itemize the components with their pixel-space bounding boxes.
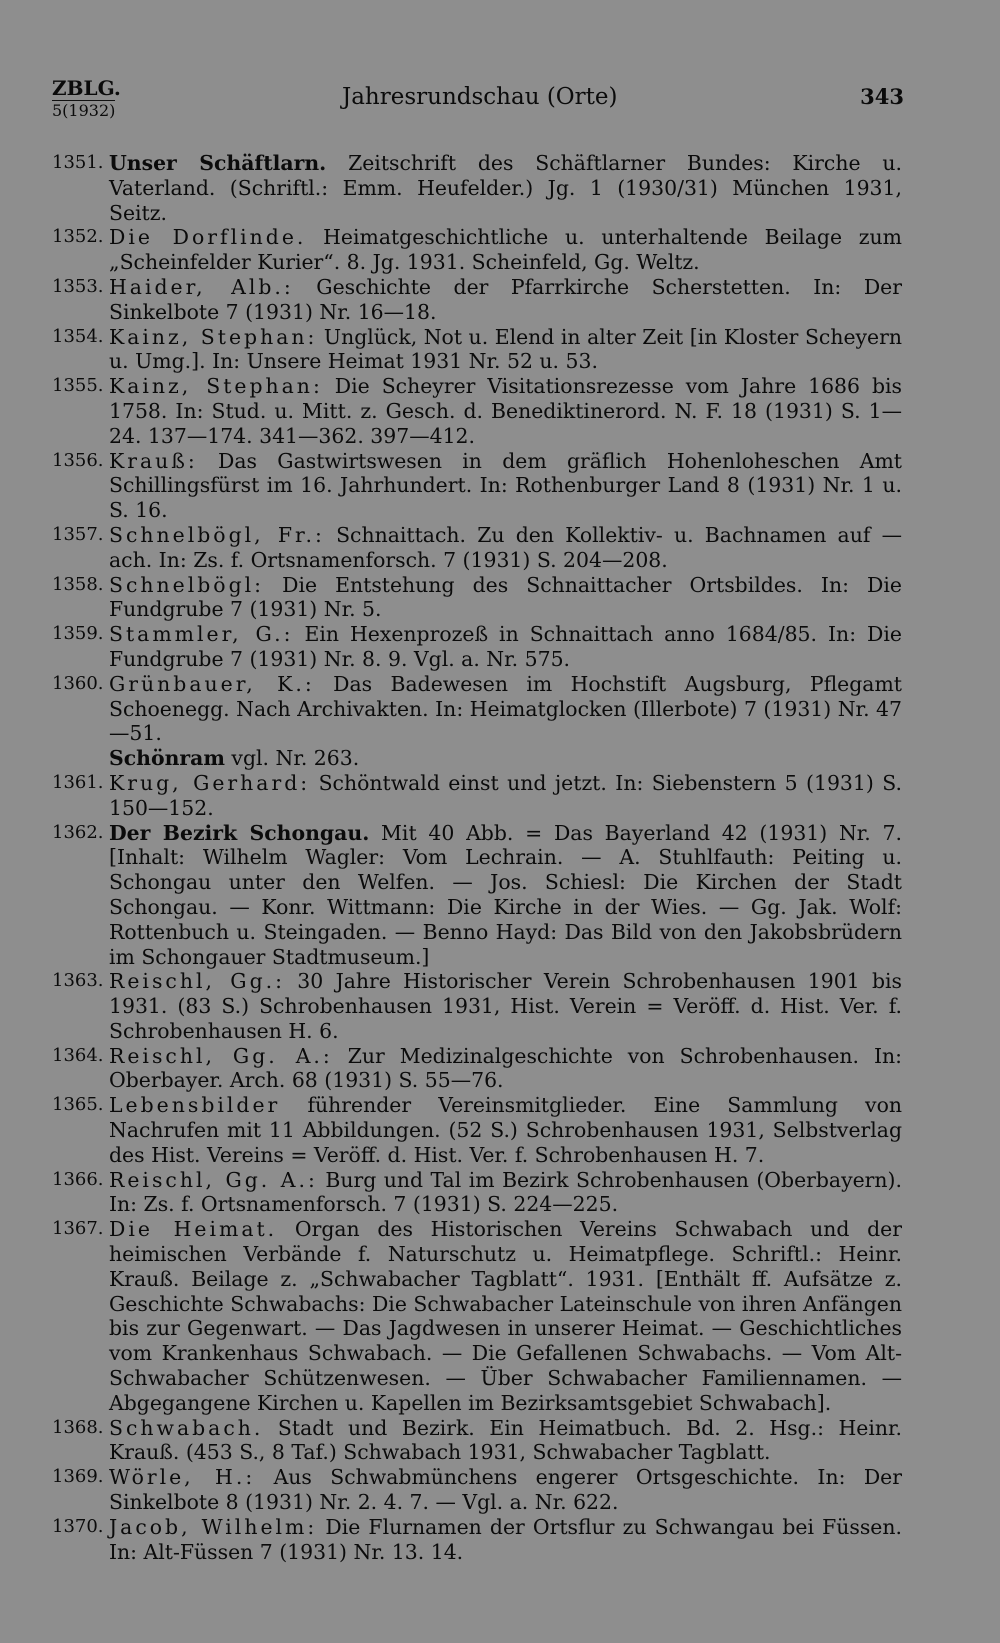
page-header bbox=[52, 78, 904, 122]
entry-author: Lebensbilder bbox=[109, 1093, 281, 1118]
entry-number: 1368. bbox=[52, 1416, 104, 1438]
bibliography-entry bbox=[52, 225, 902, 275]
entry-number: 1364. bbox=[52, 1044, 104, 1066]
bibliography-entry bbox=[52, 1093, 902, 1167]
entry-number: 1351. bbox=[52, 152, 104, 173]
page-number: 343 bbox=[860, 84, 904, 109]
entry-author: Krauß: bbox=[109, 448, 198, 473]
entry-author: Stammler, G.: bbox=[109, 622, 294, 647]
entry-text bbox=[109, 374, 902, 448]
entry-details: Zeitschrift des Schäftlarner Bundes: Kirche u. Vaterland. (Schriftl.: Emm. Heufelder.) Jg. 1 (1930/31) München 1931, Seitz. bbox=[109, 151, 902, 225]
entry-text bbox=[109, 573, 902, 623]
entry-text bbox=[109, 1515, 902, 1565]
entry-number: 1356. bbox=[52, 449, 104, 471]
entry-author: Reischl, Gg.: bbox=[109, 969, 285, 994]
entry-number: 1363. bbox=[52, 970, 104, 992]
entry-author: Die Heimat. bbox=[109, 1217, 278, 1242]
entry-number: 1358. bbox=[52, 573, 104, 595]
entry-details: Schöntwald einst und jetzt. In: Siebenstern 5 (1931) S. 150—152. bbox=[109, 770, 902, 820]
entry-author: Grünbauer, K.: bbox=[109, 671, 315, 696]
entry-title: Der Bezirk Schongau. bbox=[109, 820, 370, 845]
entry-text bbox=[109, 1465, 902, 1515]
entry-text bbox=[109, 1416, 902, 1466]
entry-author: Haider, Alb.: bbox=[109, 274, 294, 299]
bibliography-entry bbox=[52, 622, 902, 672]
entry-details: Das Gastwirtswesen in dem gräflich Hohenloheschen Amt Schillingsfürst im 16. Jahrhundert. In: Rothenburger Land 8 (1931) Nr. 1 u. S. 16. bbox=[109, 448, 902, 523]
entry-details: Die Flurnamen der Ortsflur zu Schwangau bei Füssen. In: Alt-Füssen 7 (1931) Nr. 13. 14. bbox=[109, 1514, 902, 1564]
running-title: Jahresrundschau (Orte) bbox=[342, 84, 618, 110]
bibliography-entry bbox=[52, 325, 902, 375]
entry-details: Heimatgeschichtliche u. unterhaltende Beilage zum „Scheinfelder Kurier“. 8. Jg. 1931. Scheinfeld, Gg. Weltz. bbox=[109, 225, 902, 275]
entry-text bbox=[109, 821, 902, 970]
entry-author: Kainz, Stephan: bbox=[109, 374, 323, 399]
entry-details: Zur Medizinalgeschichte von Schrobenhausen. In: Oberbayer. Arch. 68 (1931) S. 55—76. bbox=[109, 1043, 903, 1093]
entry-text bbox=[109, 672, 902, 746]
bibliography-entry bbox=[52, 523, 902, 573]
entry-text bbox=[109, 969, 902, 1043]
bibliography-entry bbox=[52, 1465, 902, 1515]
entry-details: vgl. Nr. 263. bbox=[224, 746, 360, 771]
entry-details: Unglück, Not u. Elend in alter Zeit [in Kloster Scheyern u. Umg.]. In: Unsere Heimat 1931 Nr. 52 u. 53. bbox=[109, 324, 902, 374]
bibliography-entry bbox=[52, 1515, 902, 1565]
entry-number: 1370. bbox=[52, 1515, 104, 1537]
entry-text bbox=[109, 771, 902, 821]
bibliography-entry bbox=[52, 1044, 902, 1094]
entry-author: Krug, Gerhard: bbox=[109, 770, 311, 795]
entry-author: Schnelbögl: bbox=[109, 572, 265, 597]
entry-text bbox=[109, 1093, 902, 1167]
entry-text bbox=[109, 523, 902, 573]
entry-details: Mit 40 Abb. = Das Bayerland 42 (1931) Nr. 7. [Inhalt: Wilhelm Wagler: Vom Lechrain. — A. Stuhlfauth: Peiting u. Schongau unter den Welfen. — Jos. Schiesl: Die Kirchen der Stadt Schongau. — Konr. Wittmann: Die Kirche in der Wies. — Gg. Jak. Wolf: Rottenbuch u. Steingaden. — Benno Hayd: Das Bild von den Jakobsbrüdern im Schongauer Stadtmuseum.] bbox=[109, 820, 902, 969]
entry-author: Reischl, Gg. A.: bbox=[109, 1167, 318, 1192]
entry-author: Die Dorflinde. bbox=[109, 225, 307, 250]
entry-author: Reischl, Gg. A.: bbox=[109, 1043, 333, 1068]
entry-number: 1365. bbox=[52, 1094, 104, 1116]
entry-author: Schwabach. bbox=[109, 1415, 264, 1440]
entry-title: Unser Schäftlarn. bbox=[109, 151, 327, 175]
entry-details: Das Badewesen im Hochstift Augsburg, Pflegamt Schoenegg. Nach Archivakten. In: Heimatglocken (Illerbote) 7 (1931) Nr. 47—51. bbox=[109, 671, 902, 746]
bibliography-entry bbox=[52, 374, 902, 448]
entry-number: 1367. bbox=[52, 1218, 104, 1240]
entry-author: Wörle, H.: bbox=[109, 1465, 256, 1490]
entry-number: 1369. bbox=[52, 1466, 104, 1488]
entry-number: 1360. bbox=[52, 672, 104, 694]
entry-details: Die Scheyrer Visitationsrezesse vom Jahre 1686 bis 1758. In: Stud. u. Mitt. z. Gesch. d. Benediktinerord. N. F. 18 (1931) S. 1—24. 137—174. 341—362. 397—412. bbox=[109, 374, 903, 448]
bibliography-entry bbox=[52, 1217, 902, 1415]
entry-number: 1353. bbox=[52, 275, 104, 297]
bibliography-list bbox=[52, 151, 902, 1564]
entry-number: 1352. bbox=[52, 226, 104, 248]
entry-number: 1361. bbox=[52, 771, 104, 793]
entry-details: 30 Jahre Historischer Verein Schrobenhausen 1901 bis 1931. (83 S.) Schrobenhausen 1931, Hist. Verein = Veröff. d. Hist. Ver. f. Schrobenhausen H. 6. bbox=[109, 969, 902, 1043]
entry-number: 1366. bbox=[52, 1168, 104, 1190]
volume-year: 5(1932) bbox=[52, 101, 116, 120]
entry-number: 1359. bbox=[52, 623, 104, 645]
entry-text bbox=[109, 746, 902, 771]
entry-author: Jacob, Wilhelm: bbox=[109, 1514, 318, 1539]
bibliography-entry bbox=[52, 573, 902, 623]
bibliography-entry bbox=[52, 969, 902, 1043]
bibliography-entry bbox=[52, 771, 902, 821]
entry-text bbox=[109, 325, 902, 375]
bibliography-entry bbox=[52, 821, 902, 970]
entry-details: Aus Schwabmünchens engerer Ortsgeschichte. In: Der Sinkelbote 8 (1931) Nr. 2. 4. 7. — Vgl. a. Nr. 622. bbox=[109, 1465, 902, 1515]
entry-text bbox=[109, 1044, 902, 1094]
entry-details: Organ des Historischen Vereins Schwabach und der heimischen Verbände f. Naturschutz u. Heimatpflege. Schriftl.: Heinr. Krauß. Beilage z. „Schwabacher Tagblatt“. 1931. [Enthält ff. Aufsätze z. Geschichte Schwabachs: Die Schwabacher Lateinschule von ihren Anfängen bis zur Gegenwart. — Das Jagdwesen in unserer Heimat. — Geschichtliches vom Krankenhaus Schwabach. — Die Gefallenen Schwabachs. — Vom Alt-Schwabacher Schützenwesen. — Über Schwabacher Familiennamen. — Abgegangene Kirchen u. Kapellen im Bezirksamtsgebiet Schwabach]. bbox=[109, 1217, 902, 1415]
entry-text bbox=[109, 622, 902, 672]
entry-details: Burg und Tal im Bezirk Schrobenhausen (Oberbayern). In: Zs. f. Ortsnamenforsch. 7 (1931) S. 224—225. bbox=[109, 1167, 902, 1217]
entry-details: Schnaittach. Zu den Kollektiv- u. Bachnamen auf —ach. In: Zs. f. Ortsnamenforsch. 7 (1931) S. 204—208. bbox=[109, 522, 902, 572]
bibliography-entry bbox=[52, 672, 902, 746]
entry-details: Stadt und Bezirk. Ein Heimatbuch. Bd. 2. Hsg.: Heinr. Krauß. (453 S., 8 Taf.) Schwabach 1931, Schwabacher Tagblatt. bbox=[109, 1415, 902, 1465]
entry-number: 1357. bbox=[52, 523, 104, 545]
bibliography-entry bbox=[52, 449, 902, 523]
bibliography-entry bbox=[52, 1168, 902, 1218]
entry-details: führender Vereinsmitglieder. Eine Sammlung von Nachrufen mit 11 Abbildungen. (52 S.) Schrobenhausen 1931, Selbstverlag des Hist. Vereins = Veröff. d. Hist. Ver. f. Schrobenhausen H. 7. bbox=[109, 1093, 902, 1167]
entry-text bbox=[109, 275, 902, 325]
entry-text bbox=[109, 449, 902, 523]
entry-number bbox=[52, 746, 109, 771]
entry-details: Geschichte der Pfarrkirche Scherstetten. In: Der Sinkelbote 7 (1931) Nr. 16—18. bbox=[109, 274, 902, 324]
entry-author: Kainz, Stephan: bbox=[109, 324, 318, 349]
entry-text bbox=[109, 225, 902, 275]
entry-text bbox=[109, 1217, 902, 1415]
entry-text bbox=[109, 1168, 902, 1218]
entry-text bbox=[109, 151, 902, 225]
entry-author: Schnelbögl, Fr.: bbox=[109, 522, 325, 547]
entry-number: 1355. bbox=[52, 375, 104, 397]
entry-details: Die Entstehung des Schnaittacher Ortsbildes. In: Die Fundgrube 7 (1931) Nr. 5. bbox=[109, 572, 902, 622]
cross-reference bbox=[52, 746, 902, 771]
entry-number: 1354. bbox=[52, 325, 104, 347]
bibliography-entry bbox=[52, 275, 902, 325]
entry-details: Ein Hexenprozeß in Schnaittach anno 1684/85. In: Die Fundgrube 7 (1931) Nr. 8. 9. Vgl. a. Nr. 575. bbox=[109, 622, 902, 671]
bibliography-entry bbox=[52, 151, 902, 225]
bibliography-entry bbox=[52, 1416, 902, 1466]
entry-title: Schönram bbox=[109, 746, 225, 771]
journal-abbreviation: ZBLG. bbox=[52, 76, 121, 100]
entry-number: 1362. bbox=[52, 821, 104, 843]
